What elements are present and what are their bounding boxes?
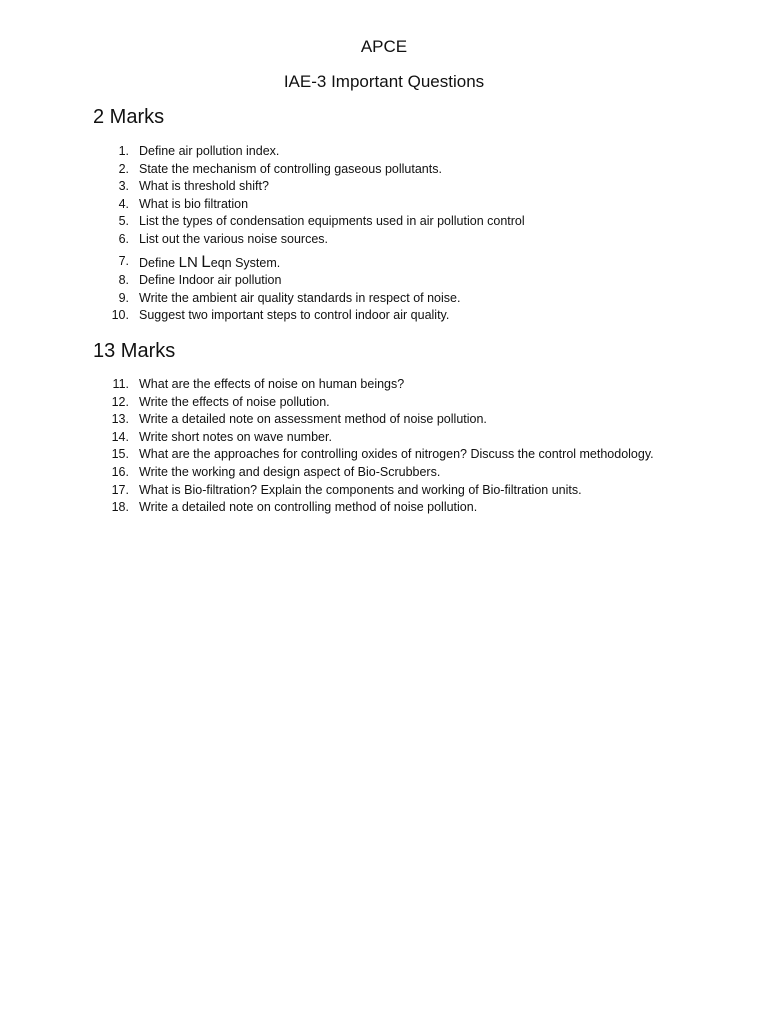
question-number: 8. <box>118 273 129 288</box>
question-text: What is bio filtration <box>139 196 249 211</box>
list-item <box>0 178 768 196</box>
list-item <box>0 499 768 517</box>
question-text: What is Bio-filtration? Explain the components and working of Bio-filtration units. <box>139 482 582 497</box>
question-text: What are the effects of noise on human beings? <box>139 377 405 391</box>
document-subtitle: IAE-3 Important Questions <box>283 72 485 91</box>
list-item <box>0 253 768 273</box>
question-number: 5. <box>118 214 129 229</box>
question-number: 10. <box>111 308 129 323</box>
list-item <box>0 411 768 429</box>
section-heading-2-marks: 2 Marks <box>93 106 165 128</box>
question-text <box>139 253 674 273</box>
question-number: 11. <box>112 377 129 391</box>
question-text: Write the effects of noise pollution. <box>139 394 330 409</box>
question-text: List the types of condensation equipments used in air pollution control <box>139 214 525 229</box>
question-number: 9. <box>118 290 129 305</box>
list-item <box>0 307 768 325</box>
question-text: Suggest two important steps to control indoor air quality. <box>139 308 450 323</box>
list-item <box>0 143 768 161</box>
list-item <box>0 213 768 231</box>
question-text: What are the approaches for controlling oxides of nitrogen? Discuss the control methodology. <box>139 447 654 462</box>
list-item <box>0 272 768 290</box>
ln-symbol: LN <box>178 253 198 271</box>
list-item <box>0 290 768 308</box>
section-heading-13-marks: 13 Marks <box>93 340 176 362</box>
document-title: APCE <box>360 37 408 56</box>
question-text: Write the working and design aspect of Bio-Scrubbers. <box>139 464 441 479</box>
question-number: 16. <box>111 464 129 479</box>
list-item <box>0 482 768 500</box>
question-text-suffix: eqn System. <box>210 255 281 270</box>
question-list-2-marks <box>0 143 768 325</box>
list-item <box>0 196 768 214</box>
question-number: 13. <box>111 412 129 427</box>
question-text: Define air pollution index. <box>139 144 280 158</box>
question-text: Define Indoor air pollution <box>139 273 282 288</box>
question-number: 1. <box>118 144 129 158</box>
question-text: State the mechanism of controlling gaseous pollutants. <box>139 161 442 176</box>
question-number: 18. <box>111 500 129 515</box>
question-text: List out the various noise sources. <box>139 231 328 246</box>
leq-symbol-l: L <box>201 251 211 271</box>
question-number: 4. <box>118 196 129 211</box>
list-item <box>0 376 768 394</box>
question-text: Write a detailed note on controlling method of noise pollution. <box>139 500 478 515</box>
question-number: 17. <box>111 482 129 497</box>
list-item <box>0 394 768 412</box>
question-number: 2. <box>118 161 129 176</box>
list-item <box>0 446 768 464</box>
list-item <box>0 464 768 482</box>
question-list-13-marks <box>0 376 768 517</box>
question-number: 3. <box>118 179 129 194</box>
question-number: 14. <box>111 429 129 444</box>
question-number: 15. <box>111 447 129 462</box>
question-text: Write short notes on wave number. <box>139 429 332 444</box>
list-item <box>0 161 768 179</box>
question-text: What is threshold shift? <box>139 179 269 194</box>
question-number: 6. <box>118 231 129 246</box>
list-item <box>0 231 768 249</box>
question-text: Write a detailed note on assessment method of noise pollution. <box>139 412 487 427</box>
question-text: Write the ambient air quality standards in respect of noise. <box>139 290 461 305</box>
question-number: 12. <box>111 394 129 409</box>
list-item <box>0 429 768 447</box>
question-text-prefix: Define <box>139 255 179 270</box>
question-number: 7. <box>118 253 129 268</box>
